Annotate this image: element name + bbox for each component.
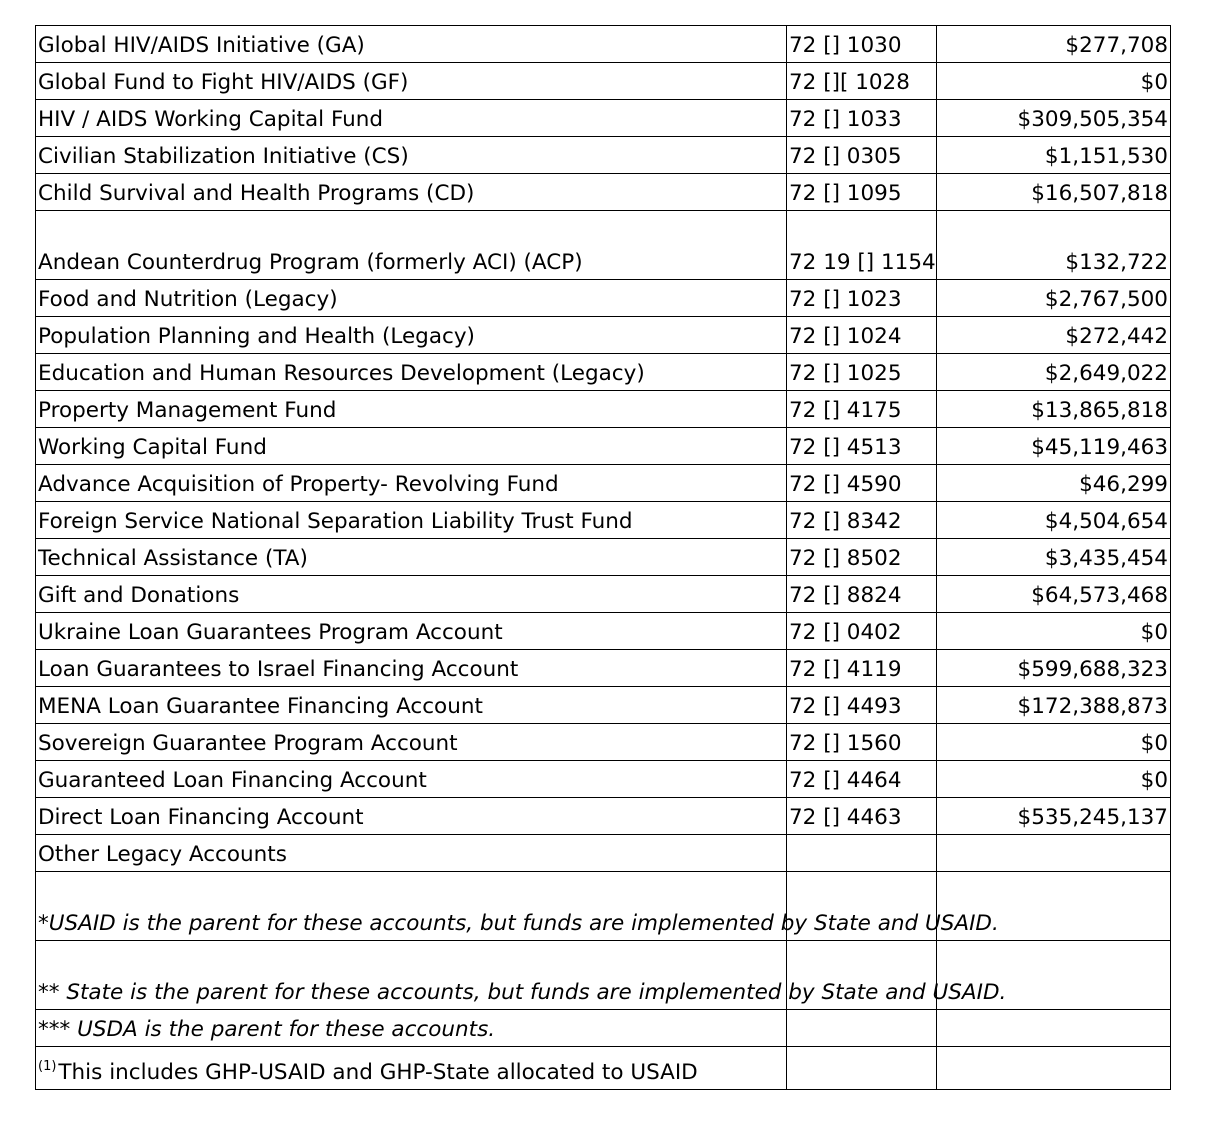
footnote-row xyxy=(36,1047,1171,1090)
account-code: 72 [][ 1028 xyxy=(787,63,937,100)
account-code: 72 [] 8502 xyxy=(787,539,937,576)
table-row xyxy=(36,761,1171,798)
account-amount: $1,151,530 xyxy=(937,137,1171,174)
table-row xyxy=(36,354,1171,391)
note-row-usda xyxy=(36,1010,1171,1047)
table-row xyxy=(36,650,1171,687)
table-row xyxy=(36,63,1171,100)
account-amount: $599,688,323 xyxy=(937,650,1171,687)
account-code: 72 [] 8342 xyxy=(787,502,937,539)
notes-section xyxy=(36,835,1171,1090)
account-name: HIV / AIDS Working Capital Fund xyxy=(36,100,787,137)
footnote-marker: (1) xyxy=(38,1059,57,1074)
table-row xyxy=(36,539,1171,576)
table-row xyxy=(36,687,1171,724)
account-name: Loan Guarantees to Israel Financing Account xyxy=(36,650,787,687)
note-usda-parent: *** USDA is the parent for these accounts. xyxy=(36,1010,787,1047)
account-amount: $132,722 xyxy=(937,211,1171,280)
account-amount: $172,388,873 xyxy=(937,687,1171,724)
account-amount: $277,708 xyxy=(937,26,1171,63)
account-amount: $3,435,454 xyxy=(937,539,1171,576)
footnote-cell xyxy=(36,1047,787,1090)
table-row xyxy=(36,100,1171,137)
note-row-state xyxy=(36,941,1171,1010)
table-row xyxy=(36,211,1171,280)
account-amount: $272,442 xyxy=(937,317,1171,354)
table-row xyxy=(36,26,1171,63)
account-name: Andean Counterdrug Program (formerly ACI) (ACP) xyxy=(36,211,787,280)
table-row xyxy=(36,724,1171,761)
accounts-table-body xyxy=(36,26,1171,835)
account-amount: $0 xyxy=(937,63,1171,100)
account-code: 72 19 [] 1154 xyxy=(787,211,937,280)
account-code: 72 [] 4463 xyxy=(787,798,937,835)
account-code: 72 [] 4590 xyxy=(787,465,937,502)
account-name: Food and Nutrition (Legacy) xyxy=(36,280,787,317)
account-code: 72 [] 0305 xyxy=(787,137,937,174)
empty-cell xyxy=(937,835,1171,872)
account-name: Property Management Fund xyxy=(36,391,787,428)
table-row xyxy=(36,428,1171,465)
account-name: MENA Loan Guarantee Financing Account xyxy=(36,687,787,724)
account-name: Global Fund to Fight HIV/AIDS (GF) xyxy=(36,63,787,100)
account-code: 72 [] 1030 xyxy=(787,26,937,63)
account-name: Global HIV/AIDS Initiative (GA) xyxy=(36,26,787,63)
account-amount: $0 xyxy=(937,724,1171,761)
account-name: Civilian Stabilization Initiative (CS) xyxy=(36,137,787,174)
account-name: Sovereign Guarantee Program Account xyxy=(36,724,787,761)
account-name: Education and Human Resources Development (Legacy) xyxy=(36,354,787,391)
account-code: 72 [] 1560 xyxy=(787,724,937,761)
other-legacy-label: Other Legacy Accounts xyxy=(36,835,787,872)
account-code: 72 [] 1025 xyxy=(787,354,937,391)
account-amount: $2,767,500 xyxy=(937,280,1171,317)
account-amount: $0 xyxy=(937,761,1171,798)
empty-cell xyxy=(787,1047,937,1090)
account-amount: $13,865,818 xyxy=(937,391,1171,428)
account-code: 72 [] 0402 xyxy=(787,613,937,650)
note-state-parent: ** State is the parent for these accounts, but funds are implemented by State and USAID. xyxy=(36,941,787,1010)
account-name: Direct Loan Financing Account xyxy=(36,798,787,835)
other-legacy-row xyxy=(36,835,1171,872)
account-code: 72 [] 1023 xyxy=(787,280,937,317)
account-amount: $46,299 xyxy=(937,465,1171,502)
account-code: 72 [] 4464 xyxy=(787,761,937,798)
empty-cell xyxy=(787,835,937,872)
account-amount: $309,505,354 xyxy=(937,100,1171,137)
table-row xyxy=(36,137,1171,174)
account-name: Advance Acquisition of Property- Revolving Fund xyxy=(36,465,787,502)
empty-cell xyxy=(937,1047,1171,1090)
table-row xyxy=(36,280,1171,317)
account-amount: $2,649,022 xyxy=(937,354,1171,391)
account-name: Technical Assistance (TA) xyxy=(36,539,787,576)
footnote-text: This includes GHP-USAID and GHP-State allocated to USAID xyxy=(58,1060,698,1085)
account-code: 72 [] 1024 xyxy=(787,317,937,354)
account-code: 72 [] 4119 xyxy=(787,650,937,687)
account-code: 72 [] 4175 xyxy=(787,391,937,428)
empty-cell xyxy=(787,1010,937,1047)
accounts-table xyxy=(35,25,1171,1090)
account-name: Population Planning and Health (Legacy) xyxy=(36,317,787,354)
table-row xyxy=(36,798,1171,835)
table-row xyxy=(36,502,1171,539)
account-name: Ukraine Loan Guarantees Program Account xyxy=(36,613,787,650)
account-name: Foreign Service National Separation Liability Trust Fund xyxy=(36,502,787,539)
note-usaid-parent: *USAID is the parent for these accounts, but funds are implemented by State and USAID. xyxy=(36,872,787,941)
account-amount: $16,507,818 xyxy=(937,174,1171,211)
account-code: 72 [] 4513 xyxy=(787,428,937,465)
account-amount: $45,119,463 xyxy=(937,428,1171,465)
account-amount: $535,245,137 xyxy=(937,798,1171,835)
table-row xyxy=(36,174,1171,211)
account-name: Working Capital Fund xyxy=(36,428,787,465)
account-amount: $4,504,654 xyxy=(937,502,1171,539)
empty-cell xyxy=(937,1010,1171,1047)
table-row xyxy=(36,391,1171,428)
table-row xyxy=(36,317,1171,354)
account-name: Guaranteed Loan Financing Account xyxy=(36,761,787,798)
note-row-usaid xyxy=(36,872,1171,941)
account-name: Gift and Donations xyxy=(36,576,787,613)
account-code: 72 [] 8824 xyxy=(787,576,937,613)
account-amount: $0 xyxy=(937,613,1171,650)
account-code: 72 [] 1033 xyxy=(787,100,937,137)
account-name: Child Survival and Health Programs (CD) xyxy=(36,174,787,211)
account-code: 72 [] 4493 xyxy=(787,687,937,724)
table-row xyxy=(36,613,1171,650)
table-row xyxy=(36,465,1171,502)
table-row xyxy=(36,576,1171,613)
account-code: 72 [] 1095 xyxy=(787,174,937,211)
account-amount: $64,573,468 xyxy=(937,576,1171,613)
